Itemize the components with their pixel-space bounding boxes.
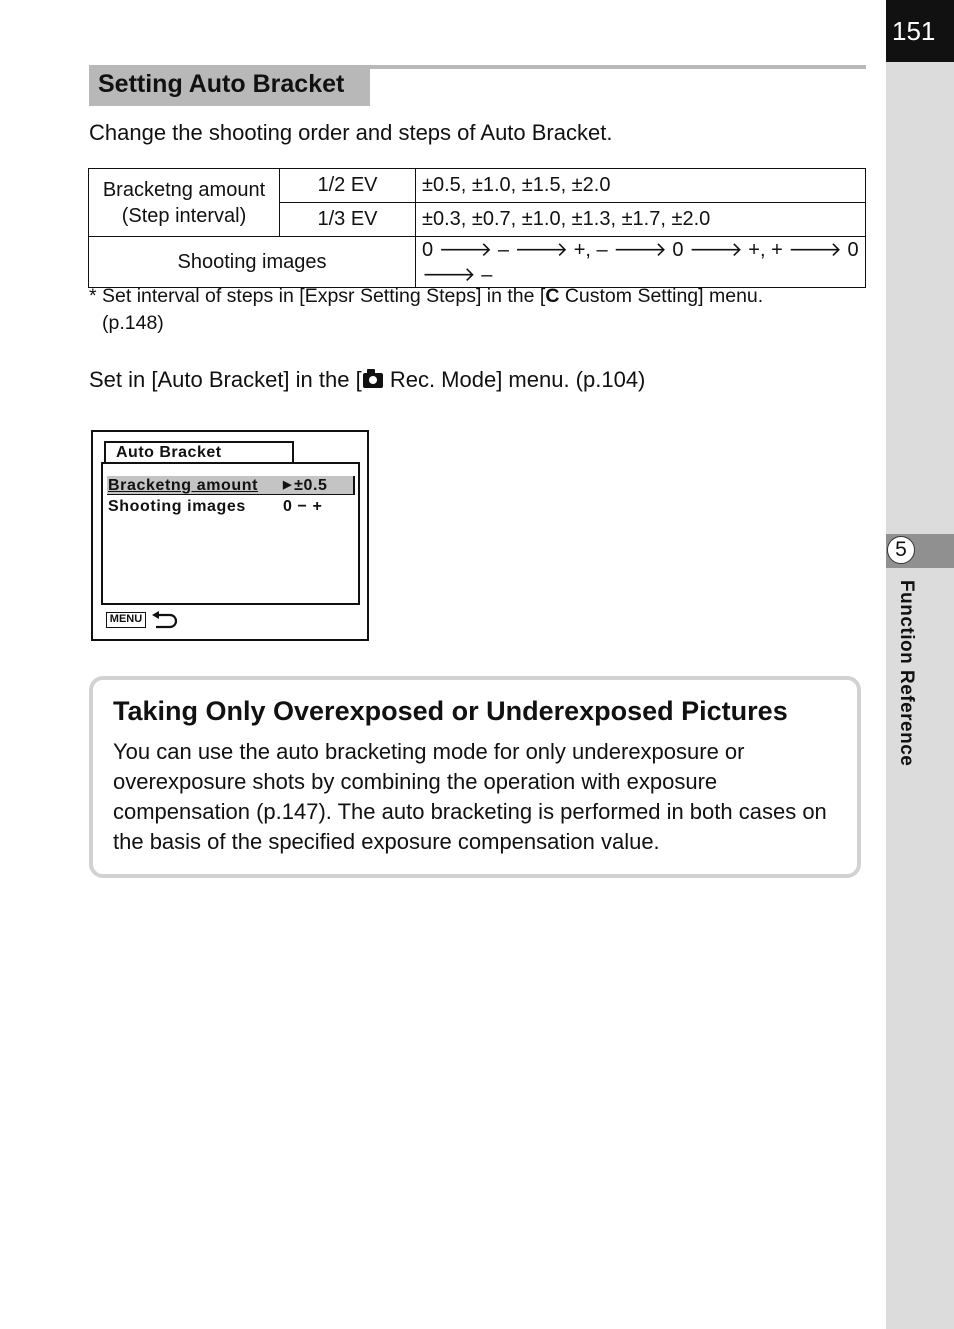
lcd-menu-item-shooting-images[interactable] (107, 497, 355, 516)
note-body: You can use the auto bracketing mode for only underexposure or overexposure shots by combining the operation with exposure compensation (p.147). The auto bracketing is performed in both cases on the basis of the specified exposure compensation value. (113, 739, 827, 854)
bracket-amount-label: Bracketng amount (102, 178, 266, 201)
lcd-menu-item-bracketing-amount[interactable] (107, 476, 355, 495)
note-box (89, 676, 861, 878)
lcd-menu-item-label: Shooting images (108, 498, 246, 515)
bracket-amount-label-cell (89, 169, 280, 237)
set-in-text: Set in [Auto Bracket] in the [ (89, 367, 362, 392)
chapter-label: Function Reference (896, 580, 917, 767)
set-in-text-end: Rec. Mode] menu. (p.104) (383, 367, 646, 392)
values-cell: ±0.5, ±1.0, ±1.5, ±2.0 (416, 169, 866, 203)
page-number: 151 (886, 0, 954, 62)
bracket-spec-table (88, 168, 866, 288)
camera-icon (363, 373, 383, 388)
shooting-order-value: 0 🡒 – 🡒 +, – 🡒 0 🡒 +, + 🡒 0 🡒 – (416, 237, 866, 288)
lcd-menu-panel (101, 462, 360, 605)
back-arrow-icon (150, 610, 178, 630)
footnote-page-ref: (p.148) (102, 312, 164, 334)
set-in-instruction (89, 367, 645, 393)
note-title: Taking Only Overexposed or Underexposed Pictures (113, 696, 788, 726)
values-cell: ±0.3, ±0.7, ±1.0, ±1.3, ±1.7, ±2.0 (416, 203, 866, 237)
step-interval-label: (Step interval) (121, 204, 247, 227)
lcd-menu-tab: Auto Bracket (104, 441, 294, 463)
table-row (89, 169, 866, 203)
intro-text: Change the shooting order and steps of Auto Bracket. (89, 120, 613, 145)
footnote (89, 283, 859, 337)
footnote-text-end: Custom Setting] menu. (559, 285, 764, 307)
footnote-text: * Set interval of steps in [Expsr Setting Steps] in the [ (89, 285, 546, 307)
lcd-menu-item-value (283, 476, 328, 495)
menu-button-icon: MENU (106, 612, 146, 628)
chapter-number: 5 (887, 536, 915, 564)
bracket-amount-value: ±0.5 (294, 477, 328, 494)
step-cell: 1/2 EV (280, 169, 416, 203)
shooting-images-label: Shooting images (89, 237, 416, 288)
lcd-menu-item-label: Bracketng amount (108, 477, 259, 494)
custom-setting-icon: C (545, 285, 560, 307)
camera-lcd-screen (91, 430, 369, 641)
right-triangle-icon: ▶ (283, 479, 293, 491)
table-row (89, 237, 866, 288)
step-cell: 1/3 EV (280, 203, 416, 237)
lcd-menu-item-value: 0 − + (283, 498, 323, 515)
section-heading: Setting Auto Bracket (89, 67, 370, 106)
